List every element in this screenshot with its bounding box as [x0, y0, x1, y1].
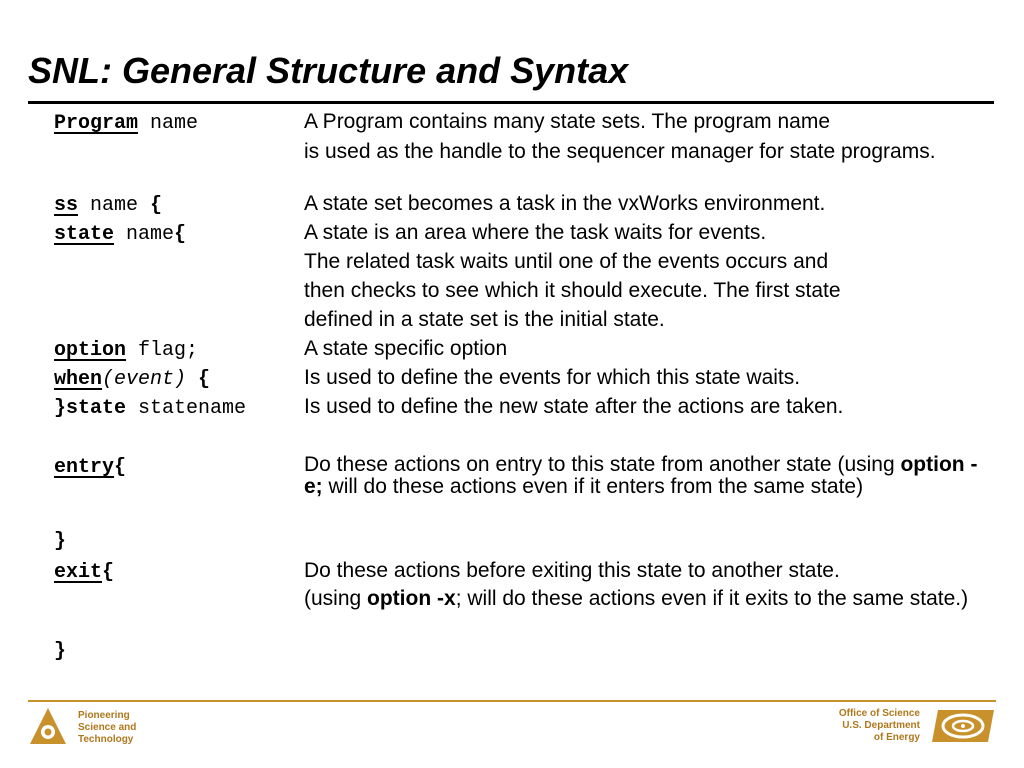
argonne-logo-icon	[28, 706, 68, 751]
keyword-entry: entry	[54, 456, 115, 479]
desc-program-cont: is used as the handle to the sequencer manager for state programs.	[304, 140, 936, 163]
desc-exit-a: (using	[304, 587, 368, 610]
syntax-close-entry	[54, 530, 66, 553]
footer-tagline-line: Science and	[78, 722, 137, 733]
desc-exit-cont	[304, 588, 984, 610]
syntax-entry	[54, 456, 126, 479]
footer-divider	[28, 700, 996, 702]
desc-entry-a: Do these actions on entry to this state from another state (using	[304, 453, 901, 476]
doe-logo-icon	[930, 706, 996, 751]
keyword-option: option	[54, 339, 127, 362]
syntax-arg: name	[138, 112, 199, 135]
keyword-exit: exit	[54, 561, 103, 584]
desc-entry-option: option -e;	[304, 453, 978, 498]
syntax-exit	[54, 561, 114, 584]
syntax-option	[54, 339, 198, 362]
brace: {	[150, 194, 163, 217]
footer-tagline	[78, 710, 136, 746]
desc-state-cont-2: then checks to see which it should execute. The first state	[304, 279, 841, 302]
syntax-state-transition	[54, 397, 246, 420]
desc-program: A Program contains many state sets. The program name	[304, 110, 831, 133]
desc-entry-c: will do these actions even if it enters from the same state)	[322, 475, 864, 498]
footer-tagline-line: Pioneering	[78, 710, 130, 721]
brace: }	[54, 640, 67, 663]
syntax-arg: statename	[126, 397, 247, 420]
syntax-arg: name	[78, 194, 151, 217]
page-title: SNL: General Structure and Syntax	[28, 50, 629, 91]
brace: {	[102, 561, 115, 584]
keyword-state: state	[54, 223, 115, 246]
brace: {	[114, 456, 127, 479]
footer-doe-line: of Energy	[873, 732, 920, 743]
desc-exit-c: ; will do these actions even if it exits to the same state.)	[455, 587, 969, 610]
keyword-when: when	[54, 368, 103, 391]
footer-doe-line: Office of Science	[838, 708, 920, 719]
brace: {	[198, 368, 211, 391]
syntax-close-exit	[54, 640, 66, 663]
syntax-arg: name	[114, 223, 175, 246]
syntax-arg: flag;	[126, 339, 199, 362]
footer-doe-text	[839, 708, 920, 744]
keyword-state-transition: state	[66, 397, 127, 420]
syntax-when	[54, 368, 210, 391]
footer-tagline-line: Technology	[78, 734, 134, 745]
brace: }	[54, 397, 67, 420]
desc-state-cont-3: defined in a state set is the initial state.	[304, 308, 665, 331]
desc-exit: Do these actions before exiting this state to another state.	[304, 559, 840, 582]
syntax-state	[54, 223, 186, 246]
keyword-ss: ss	[54, 194, 79, 217]
desc-option: A state specific option	[304, 337, 508, 360]
desc-exit-option: option -x	[367, 587, 456, 610]
brace: }	[54, 530, 67, 553]
desc-when: Is used to define the events for which this state waits.	[304, 366, 801, 389]
desc-state: A state is an area where the task waits for events.	[304, 221, 767, 244]
desc-state-transition: Is used to define the new state after the actions are taken.	[304, 395, 844, 418]
syntax-arg: (event)	[102, 368, 199, 391]
desc-ss: A state set becomes a task in the vxWorks environment.	[304, 192, 826, 215]
title-divider	[28, 101, 994, 104]
footer-doe-line: U.S. Department	[842, 720, 920, 731]
brace: {	[174, 223, 187, 246]
syntax-ss	[54, 194, 162, 217]
desc-state-cont-1: The related task waits until one of the events occurs and	[304, 250, 829, 273]
keyword-program: Program	[54, 112, 139, 135]
syntax-program	[54, 112, 198, 135]
desc-entry	[304, 454, 984, 498]
